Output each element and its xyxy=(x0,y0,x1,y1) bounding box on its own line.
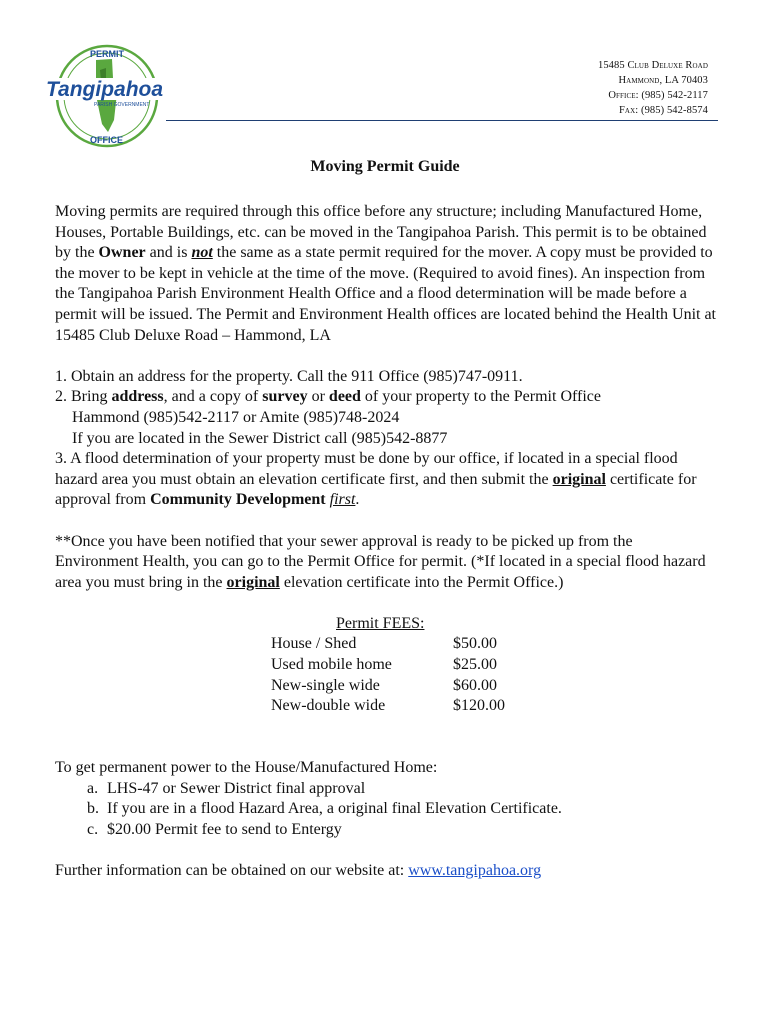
fee-heading: Permit FEES: xyxy=(336,614,425,632)
footer-info: Further information can be obtained on our website at: www.tangipahoa.org xyxy=(55,862,542,879)
fee-table xyxy=(271,614,571,717)
intro-paragraph: Moving permits are required through this office before any structure; including Manufactured Home, Houses, Portable Buildings, etc. can be moved in the Tangipahoa Parish. This permit is to be obtained by the Owner and is not the same as a state permit required for the mover. A copy must be provided to the mover to be kept in vehicle at the time of the move. (Required to avoid fines). An inspection from the Tangipahoa Parish Environment Health Office and a flood determination will be made before a permit will be issued. The Permit and Environment Health offices are located behind the Health Unit at 15485 Club Deluxe Road – Hammond, LA xyxy=(55,203,716,344)
document-body xyxy=(55,202,720,882)
step-3: 3. A flood determination of your property must be done by our office, if located in a special flood hazard area you must obtain an elevation certificate first, and then submit the original certificate for approval from Community Development first. xyxy=(55,450,697,509)
address-city: Hammond, LA 70403 xyxy=(618,75,708,86)
logo-name: Tangipahoa xyxy=(46,78,164,101)
fee-row: New-single wide $60.00 xyxy=(271,676,497,694)
step-2-sewer: If you are located in the Sewer District call (985)542-8877 xyxy=(72,429,448,447)
address-block xyxy=(598,58,708,118)
header-divider xyxy=(166,120,718,121)
address-fax: Fax: (985) 542-8574 xyxy=(618,105,708,116)
step-2-phones: Hammond (985)542-2117 or Amite (985)748-2024 xyxy=(72,408,400,426)
svg-text:PERMIT: PERMIT xyxy=(90,49,125,59)
svg-text:OFFICE: OFFICE xyxy=(90,135,123,145)
website-link[interactable]: www.tangipahoa.org xyxy=(408,862,542,879)
step-1: 1. Obtain an address for the property. Call the 911 Office (985)747-0911. xyxy=(55,367,523,385)
power-item-b: b. If you are in a flood Hazard Area, a original final Elevation Certificate. xyxy=(87,800,562,818)
fee-row: House / Shed $50.00 xyxy=(271,635,497,653)
fee-row: New-double wide $120.00 xyxy=(271,697,505,715)
step-2: 2. Bring address, and a copy of survey or deed of your property to the Permit Office xyxy=(55,388,602,406)
fee-row: Used mobile home $25.00 xyxy=(271,656,497,674)
power-heading: To get permanent power to the House/Manufactured Home: xyxy=(55,759,438,777)
sewer-note: **Once you have been notified that your sewer approval is ready to be picked up from the Environment Health, you can go to the Permit Office for permit. (*If located in a special flood hazard area you must bring in the original elevation certificate into the Permit Office.) xyxy=(55,532,706,591)
page-title: Moving Permit Guide xyxy=(310,158,460,175)
svg-text:PARISH GOVERNMENT: PARISH GOVERNMENT xyxy=(94,102,150,108)
address-street: 15485 Club Deluxe Road xyxy=(597,60,708,71)
power-item-c: c. $20.00 Permit fee to send to Entergy xyxy=(87,820,342,838)
address-office-phone: Office: (985) 542-2117 xyxy=(608,90,708,101)
parish-logo xyxy=(44,40,174,152)
power-item-a: a. LHS-47 or Sewer District final approval xyxy=(87,779,366,797)
